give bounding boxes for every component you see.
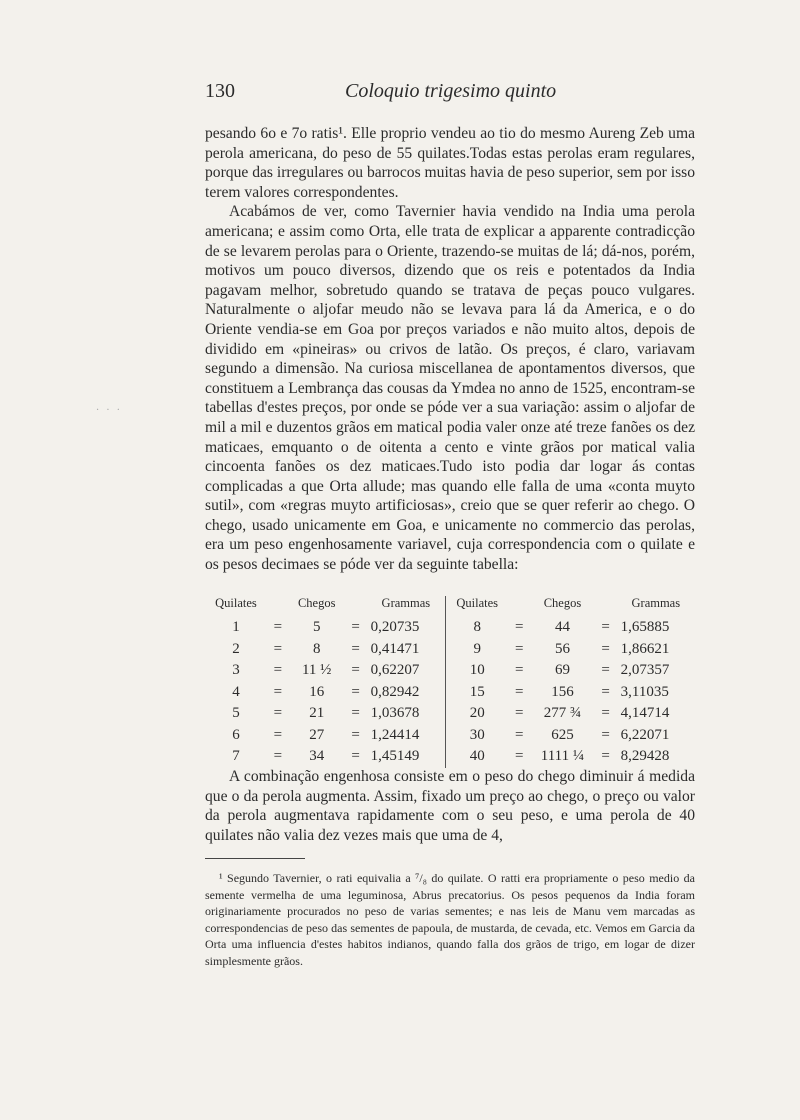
chegos-cell: 16	[309, 683, 325, 700]
equals-sign: =	[351, 748, 360, 764]
paragraph-2: Acabámos de ver, como Tavernier havia vendido na India uma perola americana; e assim como Orta, elle trata de explicar a apparente contradicção de se levarem perolas para o Oriente, trazendo-se muitas de lá; dá-nos, porém, motivos um pouco diversos, dizendo que os reis e potentados da India pagavam melhor, sobretudo quando se tratava de peças pouco vulgares. Naturalmente o aljofar meudo não se levava para lá da America, e o do Oriente vendia-se em Goa por preços variados e não muito altos, depois de dividido em «pineiras» ou crivos de latão. Os preços, é claro, variavam segundo a dimensão. Na curiosa miscellanea de apontamentos diversos, que constituem a Lembrança das cousas da Ymdea no anno de 1525, encontram-se tabellas d'estes preços, por onde se póde ver a sua variação: assim o aljofar de mil a mil e duzentos grãos em matical podia valer onze até treze fanões os dez maticaes, emquanto o de oitenta a cento e vinte grãos por matical valia cincoenta fanões os dez maticaes.Tudo isto podia dar logar ás contas complicadas a que Orta allude; mas quando elle falla de uma «conta muyto sutil», com «regras muyto artificiosas», creio que se quer referir ao chego. O chego, usado unicamente em Goa, e unicamente no commercio das perolas, era um peso engenhosamente variavel, cuja correspondencia com o quilate e os pesos decimaes se póde ver da seguinte tabella:	[205, 203, 695, 574]
quilates-cell: 4	[232, 683, 240, 700]
equals-sign: =	[515, 683, 524, 700]
grammas-cell: 6,22071	[620, 726, 670, 743]
quilates-cell: 7	[232, 748, 240, 764]
chegos-cell: 44	[554, 619, 570, 635]
grammas-cell: 8,29428	[620, 748, 670, 764]
quilates-cell: 30	[446, 725, 509, 747]
margin-smudge: · · ·	[96, 405, 122, 416]
body-text	[205, 124, 695, 575]
chegos-cell: 34	[309, 748, 325, 764]
footnote-text: ¹ Segundo Tavernier, o rati equivalia a ⁷/₈ do quilate. O ratti era propriamente o peso medio da semente vermelha de uma leguminosa, Abrus precatorius. Os pesos pequenos da India foram originariamente procurados no peso de varias sementes; e nas leis de Manu vem marcadas as correspondencias de peso das sementes de papoula, de mustarda, de cevada, etc. Vemos em Garcia da Orta uma influencia d'estes habitos indianos, quando falla dos grãos de trigo, em logar de dizer simplesmente grãos.	[205, 871, 695, 968]
chegos-cell: 277 ¾	[543, 705, 582, 721]
equals-sign: =	[351, 705, 360, 721]
grammas-cell: 0,82942	[370, 683, 420, 700]
grammas-cell: 1,45149	[370, 748, 420, 764]
equals-sign: =	[273, 640, 283, 657]
equals-sign: =	[601, 662, 610, 678]
table-row	[205, 617, 695, 639]
equals-sign: =	[601, 726, 610, 743]
table-row	[205, 746, 695, 768]
quilates-cell: 6	[232, 726, 240, 743]
page-number: 130	[205, 80, 235, 102]
table-row	[205, 682, 695, 704]
weights-table-wrap	[205, 596, 695, 768]
table-row	[205, 725, 695, 747]
equals-sign: =	[601, 640, 610, 657]
grammas-cell: 0,41471	[370, 640, 420, 657]
quilates-cell: 2	[232, 640, 240, 657]
quilates-cell: 9	[446, 639, 509, 661]
weights-table	[205, 596, 695, 768]
quilates-cell: 5	[232, 705, 240, 721]
header-grammas-left: Grammas	[381, 596, 431, 610]
table-row	[205, 703, 695, 725]
equals-sign: =	[273, 662, 283, 678]
grammas-cell: 0,62207	[370, 662, 420, 678]
equals-sign: =	[515, 662, 524, 678]
equals-sign: =	[351, 619, 360, 635]
header-grammas-right: Grammas	[631, 596, 681, 610]
table-header-row	[205, 596, 695, 617]
table-row	[205, 660, 695, 682]
chegos-cell: 11 ½	[301, 662, 332, 678]
equals-sign: =	[351, 683, 360, 700]
chegos-cell: 21	[309, 705, 325, 721]
equals-sign: =	[351, 662, 360, 678]
quilates-cell: 3	[232, 662, 240, 678]
equals-sign: =	[351, 640, 360, 657]
header-chegos-left: Chegos	[297, 596, 336, 610]
equals-sign: =	[515, 640, 524, 657]
body-text-after-table	[205, 767, 695, 845]
equals-sign: =	[515, 748, 524, 764]
chegos-cell: 69	[554, 662, 570, 678]
quilates-cell: 40	[446, 746, 509, 768]
grammas-cell: 1,65885	[620, 619, 670, 635]
table-row	[205, 639, 695, 661]
chegos-cell: 156	[551, 683, 574, 700]
grammas-cell: 1,86621	[620, 640, 670, 657]
equals-sign: =	[601, 683, 610, 700]
equals-sign: =	[601, 619, 610, 635]
equals-sign: =	[515, 705, 524, 721]
quilates-cell: 1	[232, 619, 240, 635]
header-quilates-left: Quilates	[215, 596, 257, 610]
equals-sign: =	[515, 726, 524, 743]
chegos-cell: 27	[309, 726, 325, 743]
footnote	[205, 870, 695, 969]
quilates-cell: 10	[446, 660, 509, 682]
equals-sign: =	[273, 683, 283, 700]
grammas-cell: 4,14714	[620, 705, 670, 721]
quilates-cell: 20	[446, 703, 509, 725]
paragraph-1: pesando 6o e 7o ratis¹. Elle proprio vendeu ao tio do mesmo Aureng Zeb uma perola americana, do peso de 55 quilates.Todas estas perolas eram regulares, porque das irregulares ou barrocos muitas havia de peso superior, sem por isso terem valores correspondentes.	[205, 125, 696, 201]
quilates-cell: 15	[446, 682, 509, 704]
grammas-cell: 2,07357	[620, 662, 670, 678]
chegos-cell: 1111 ¼	[540, 748, 585, 764]
header-quilates-right: Quilates	[446, 596, 509, 617]
running-title: Coloquio trigesimo quinto	[345, 80, 557, 102]
footnote-rule	[205, 858, 305, 859]
equals-sign: =	[273, 705, 283, 721]
quilates-cell: 8	[446, 617, 509, 639]
chegos-cell: 56	[554, 640, 570, 657]
equals-sign: =	[273, 619, 283, 635]
equals-sign: =	[351, 726, 360, 743]
equals-sign: =	[273, 748, 283, 764]
chegos-cell: 625	[551, 726, 574, 743]
equals-sign: =	[515, 619, 524, 635]
grammas-cell: 1,03678	[370, 705, 420, 721]
equals-sign: =	[601, 748, 610, 764]
equals-sign: =	[273, 726, 283, 743]
grammas-cell: 0,20735	[370, 619, 420, 635]
chegos-cell: 5	[312, 619, 321, 635]
header-chegos-right: Chegos	[543, 596, 582, 610]
grammas-cell: 1,24414	[370, 726, 420, 743]
grammas-cell: 3,11035	[620, 683, 669, 700]
equals-sign: =	[601, 705, 610, 721]
paragraph-3: A combinação engenhosa consiste em o peso do chego diminuir á medida que o da perola augmenta. Assim, fixado um preço ao chego, o preço ou valor da perola augmentava rapidamente com o seu peso, e uma perola de 40 quilates não valia dez vezes mais que uma de 4,	[205, 768, 695, 844]
chegos-cell: 8	[312, 640, 321, 657]
